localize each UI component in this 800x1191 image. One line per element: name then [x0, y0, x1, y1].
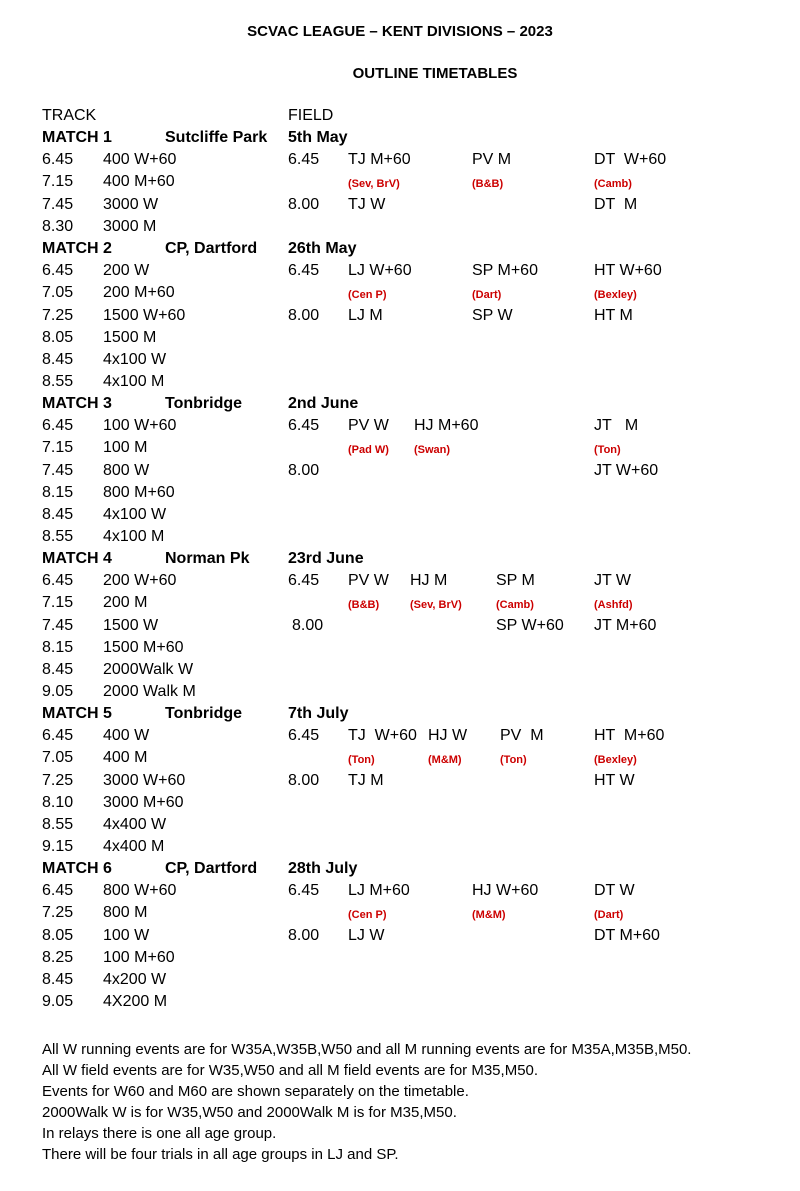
match-label: MATCH 1 [42, 129, 112, 146]
track-event: 2000 Walk M [103, 683, 196, 701]
match-venue: CP, Dartford [165, 860, 258, 877]
page-subtitle: OUTLINE TIMETABLES [352, 65, 518, 82]
field-event: SP M [496, 572, 535, 589]
track-time: 8.05 [42, 926, 74, 944]
track-event: 200 W+60 [103, 572, 177, 590]
field-time: 8.00 [288, 307, 320, 324]
track-event: 400 W+60 [103, 151, 177, 169]
field-event: DT M+60 [594, 927, 660, 944]
match-label: MATCH 4 [42, 550, 112, 567]
field-venue-club: (Sev, BrV) [348, 178, 400, 190]
field-venue-club: (Sev, BrV) [410, 599, 462, 611]
field-venue-club: (Swan) [414, 444, 451, 456]
field-event: SP W [472, 307, 513, 324]
match-venue: Tonbridge [165, 395, 243, 412]
field-event: PV W [348, 417, 389, 434]
field-event: JT W+60 [594, 462, 659, 479]
track-event: 1500 W [103, 616, 159, 634]
field-venue-club: (Bexley) [594, 754, 637, 766]
field-time: 8.00 [288, 462, 320, 479]
track-time: 8.15 [42, 638, 74, 656]
track-time: 6.45 [42, 417, 74, 435]
field-event: HJ M+60 [414, 417, 479, 434]
track-time: 8.30 [42, 217, 74, 235]
field-event: HT M+60 [594, 727, 665, 744]
track-time: 7.25 [42, 771, 74, 789]
match-date: 26th May [288, 240, 357, 257]
track-event: 100 M [103, 439, 148, 457]
note-line: Events for W60 and M60 are shown separately on the timetable. [42, 1083, 469, 1100]
track-time: 6.45 [42, 262, 74, 280]
field-event: DT M [594, 196, 638, 213]
field-event: SP M+60 [472, 262, 538, 279]
field-event: SP W+60 [496, 617, 564, 634]
track-time: 6.45 [42, 572, 74, 590]
match-label: MATCH 5 [42, 705, 112, 722]
track-time: 7.05 [42, 749, 74, 767]
track-time: 7.45 [42, 195, 74, 213]
field-event: LJ W [348, 927, 385, 944]
track-event: 4x200 W [103, 971, 167, 988]
track-event: 1500 M [103, 328, 157, 346]
match-venue: Tonbridge [165, 705, 243, 722]
track-event: 4x400 M [103, 838, 165, 856]
field-venue-club: (Cen P) [348, 909, 387, 921]
field-event: DT W [594, 882, 635, 899]
field-time: 6.45 [288, 262, 320, 279]
track-event: 3000 M+60 [103, 793, 184, 811]
field-venue-club: (B&B) [472, 178, 504, 190]
field-event: DT W+60 [594, 151, 667, 168]
field-event: LJ M+60 [348, 882, 410, 899]
field-time: 8.00 [288, 196, 320, 213]
track-time: 8.05 [42, 328, 74, 346]
track-header: TRACK [42, 107, 97, 124]
field-event: HJ W [428, 727, 468, 744]
track-event: 800 W [103, 461, 150, 479]
track-time: 7.15 [42, 439, 74, 457]
field-time: 6.45 [288, 151, 320, 168]
track-time: 9.05 [42, 683, 74, 701]
field-venue-club: (Ton) [594, 444, 621, 456]
track-event: 4x100 W [103, 506, 167, 523]
track-event: 3000 W [103, 195, 159, 213]
track-event: 100 W+60 [103, 417, 177, 435]
track-event: 100 M+60 [103, 948, 175, 966]
field-event: HT W+60 [594, 262, 662, 279]
track-event: 2000Walk W [103, 661, 194, 678]
note-line: All W running events are for W35A,W35B,W50 and all M running events are for M35A,M35B,M50. [42, 1041, 692, 1058]
field-venue-club: (M&M) [472, 909, 506, 921]
track-event: 800 W+60 [103, 882, 177, 900]
field-time: 8.00 [288, 927, 320, 944]
match-venue: Sutcliffe Park [165, 129, 268, 146]
match-date: 2nd June [288, 395, 359, 412]
match-date: 5th May [288, 129, 348, 146]
field-event: JT W [594, 572, 632, 589]
field-time: 6.45 [288, 727, 320, 744]
field-event: JT M+60 [594, 617, 657, 634]
field-event: PV W [348, 572, 389, 589]
field-venue-club: (Ashfd) [594, 599, 633, 611]
field-event: HJ M [410, 572, 448, 589]
track-event: 800 M [103, 904, 148, 922]
match-date: 28th July [288, 860, 358, 877]
field-event: PV M [472, 151, 512, 168]
track-time: 8.55 [42, 528, 74, 546]
track-event: 3000 W+60 [103, 771, 186, 789]
field-venue-club: (M&M) [428, 754, 462, 766]
track-time: 9.15 [42, 838, 74, 856]
field-venue-club: (Camb) [496, 599, 534, 611]
track-time: 7.15 [42, 173, 74, 191]
field-venue-club: (Bexley) [594, 289, 637, 301]
track-time: 8.10 [42, 793, 74, 811]
field-venue-club: (Cen P) [348, 289, 387, 301]
field-time: 6.45 [288, 882, 320, 899]
field-venue-club: (Ton) [500, 754, 527, 766]
track-event: 400 M [103, 749, 148, 767]
track-event: 200 M+60 [103, 284, 175, 302]
track-time: 8.55 [42, 373, 74, 391]
field-time: 8.00 [292, 617, 324, 634]
match-label: MATCH 6 [42, 860, 112, 877]
field-event: LJ M [348, 307, 383, 324]
match-date: 23rd June [288, 550, 364, 567]
field-time: 8.00 [288, 772, 320, 789]
track-time: 6.45 [42, 882, 74, 900]
track-time: 8.25 [42, 948, 74, 966]
field-event: HT W [594, 772, 635, 789]
field-venue-club: (Dart) [472, 289, 502, 301]
track-time: 9.05 [42, 993, 74, 1011]
field-event: TJ W [348, 196, 386, 213]
track-time: 7.45 [42, 616, 74, 634]
track-event: 4x400 W [103, 816, 167, 833]
track-time: 8.55 [42, 816, 74, 833]
field-time: 6.45 [288, 572, 320, 589]
field-header: FIELD [288, 107, 334, 124]
field-venue-club: (Camb) [594, 178, 632, 190]
track-event: 200 W [103, 262, 150, 280]
note-line: 2000Walk W is for W35,W50 and 2000Walk M is for M35,M50. [42, 1104, 457, 1121]
track-time: 6.45 [42, 151, 74, 169]
field-event: TJ M [348, 772, 384, 789]
match-label: MATCH 2 [42, 240, 112, 257]
track-event: 400 W [103, 727, 150, 745]
match-label: MATCH 3 [42, 395, 112, 412]
track-time: 7.25 [42, 904, 74, 922]
track-event: 4x100 M [103, 528, 165, 546]
track-event: 4x100 W [103, 351, 167, 368]
page-title: SCVAC LEAGUE – KENT DIVISIONS – 2023 [247, 23, 553, 40]
note-line: All W field events are for W35,W50 and all M field events are for M35,M50. [42, 1062, 539, 1079]
match-venue: Norman Pk [165, 550, 250, 567]
track-event: 400 M+60 [103, 173, 175, 191]
track-event: 1500 M+60 [103, 638, 184, 656]
track-event: 100 W [103, 926, 150, 944]
track-time: 7.15 [42, 594, 74, 612]
track-event: 4x100 M [103, 373, 165, 391]
field-venue-club: (Ton) [348, 754, 375, 766]
track-time: 7.05 [42, 284, 74, 302]
track-time: 8.15 [42, 483, 74, 501]
track-event: 4X200 M [103, 993, 168, 1011]
field-venue-club: (B&B) [348, 599, 380, 611]
track-event: 3000 M [103, 217, 157, 235]
track-event: 1500 W+60 [103, 306, 186, 324]
track-event: 200 M [103, 594, 148, 612]
track-event: 800 M+60 [103, 483, 175, 501]
track-time: 6.45 [42, 727, 74, 745]
track-time: 8.45 [42, 971, 74, 988]
match-date: 7th July [288, 705, 349, 722]
field-event: PV M [500, 727, 544, 744]
track-time: 8.45 [42, 351, 74, 368]
field-event: HJ W+60 [472, 882, 539, 899]
field-event: HT M [594, 307, 633, 324]
track-time: 7.45 [42, 461, 74, 479]
field-event: LJ W+60 [348, 262, 412, 279]
field-venue-club: (Pad W) [348, 444, 389, 456]
note-line: There will be four trials in all age groups in LJ and SP. [42, 1146, 399, 1163]
field-time: 6.45 [288, 417, 320, 434]
field-event: TJ M+60 [348, 151, 411, 168]
field-event: TJ W+60 [348, 727, 417, 744]
track-time: 8.45 [42, 661, 74, 678]
track-time: 7.25 [42, 306, 74, 324]
field-venue-club: (Dart) [594, 909, 624, 921]
note-line: In relays there is one all age group. [42, 1125, 277, 1142]
field-event: JT M [594, 417, 639, 434]
match-venue: CP, Dartford [165, 240, 258, 257]
track-time: 8.45 [42, 506, 74, 523]
